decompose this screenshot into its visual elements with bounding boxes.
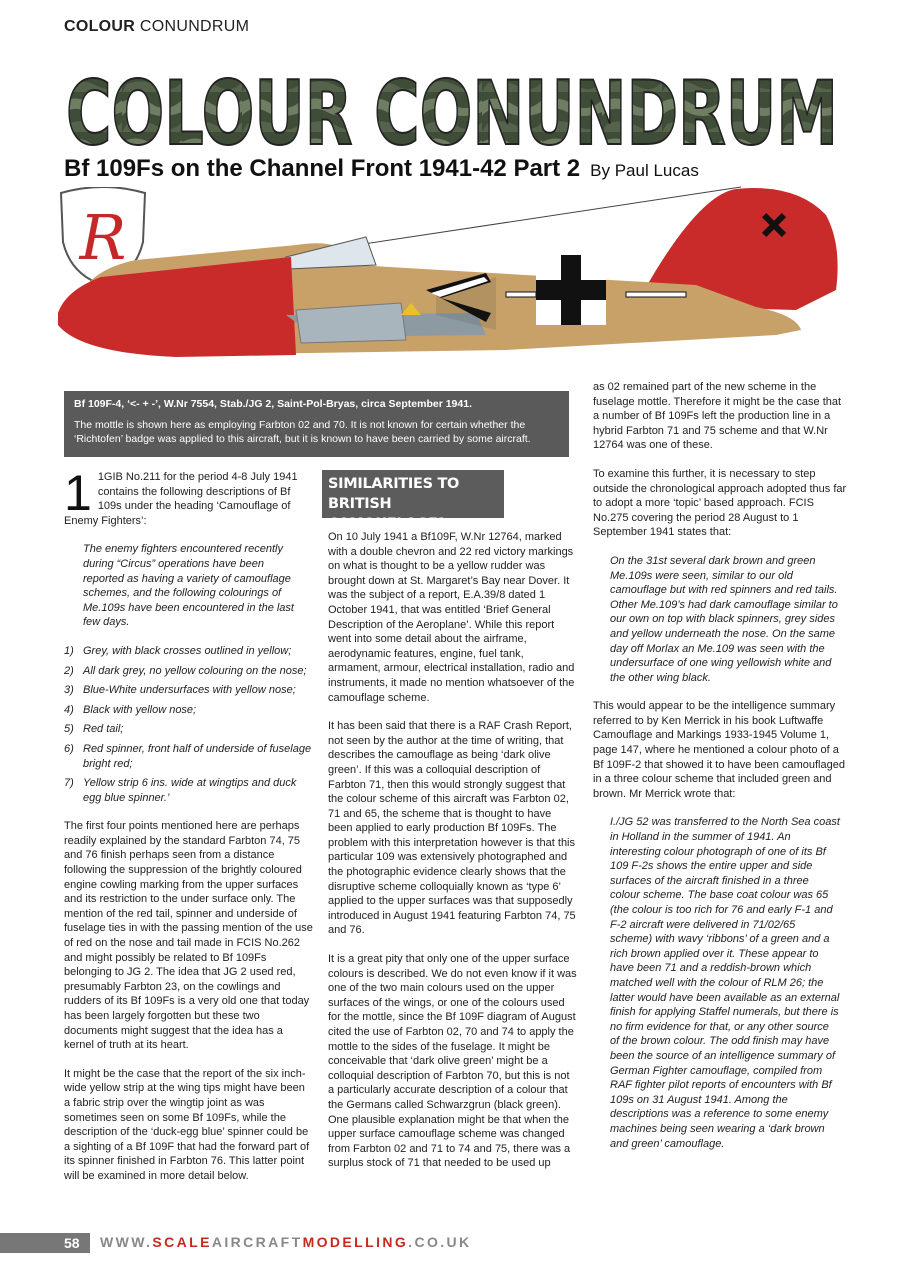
main-title: [62, 52, 842, 152]
block-quote: The enemy fighters encountered recently during “Circus” operations have been reported as having a variety of camouflage schemes, and the following colourings of Me.109s have been encountered in the last few days.: [83, 543, 294, 629]
list-item: 7) Yellow strip 6 ins. wide at wingtips and duck egg blue spinner.’: [64, 777, 297, 804]
section-heading: SIMILARITIES TO BRITISH CAMOUFLAGE?: [322, 470, 504, 518]
page-footer: [0, 1233, 905, 1253]
caption-title: Bf 109F-4, ‘<- + -’, W.Nr 7554, Stab./JG 2, Saint-Pol-Bryas, circa September 1941.: [74, 398, 472, 410]
website-url[interactable]: WWW.SCALEAIRCRAFTMODELLING.CO.UK: [100, 1234, 472, 1250]
caption-body: The mottle is shown here as employing Farbton 02 and 70. It is not known for certain whether the ‘Richtofen’ badge was applied to this aircraft, but it is known to have been carried by some aircraft.: [74, 419, 531, 445]
image-caption: [64, 391, 569, 457]
drop-cap: 1: [64, 465, 92, 521]
list-item: 1) Grey, with black crosses outlined in yellow;: [64, 644, 292, 657]
byline: By Paul Lucas: [590, 161, 699, 180]
list-item: 4) Black with yellow nose;: [64, 703, 197, 716]
list-item: 6) Red spinner, front half of underside of fuselage bright red;: [64, 742, 312, 770]
list-item: 5) Red tail;: [64, 723, 124, 736]
paragraph: 1 1GIB No.211 for the period 4-8 July 1941 contains the following descriptions of Bf 109s under the heading ‘Camouflage of Enemy Fighters’:: [64, 465, 298, 527]
block-quote: On the 31st several dark brown and green Me.109s were seen, similar to our old camouflage but with red spinners and red tails. Other Me.109’s had dark camouflage similar to our own on top with black spinners, grey sides and yellow underneath the nose. On the same day off Morlax an Me.109 was seen with the undersurface of one wing yellowish white and the other wing black.: [610, 554, 838, 684]
main-title-text: COLOUR CONUNDRUM: [66, 62, 838, 152]
subtitle: Bf 109Fs on the Channel Front 1941-42 Part 2 By Paul Lucas: [64, 155, 699, 182]
paragraph: To examine this further, it is necessary to step outside the chronological approach adopted thus far to adopt a more ‘topic’ based approach. FCIS No.275 covering the period 28 August to 1 September 1941 states that:: [593, 467, 847, 539]
column-2: [328, 530, 578, 1185]
page-number: 58: [64, 1235, 80, 1251]
block-quote: I./JG 52 was transferred to the North Sea coast in Holland in the summer of 1941. An interesting colour photograph of one of its Bf 109 F-2s shows the entire upper and side surfaces of the aircraft finished in a three colour scheme. The base coat colour was 65 (the colour is too rich for 76 and early F-1 and F-2 aircraft were delivered in 71/02/65 scheme) with wavy ‘ribbons’ of a green and a rich brown applied over it. These appear to have been 71 and a reddish-brown which matched well with the colour of RLM 26; the latter would have been available as an external finish for applying Staffel numerals, but there is no firm evidence for that, or any other source of the brown colour. The odd finish may have been the source of an intelligence summary of German Fighter camouflage, compiled from RAF fighter pilot reports of encounters with Bf 109s on 31 August 1941. Among the descriptions was a reference to some enemy machines being seen wearing a ‘dark brown and green’ camouflage.: [610, 816, 840, 1150]
paragraph: It might be the case that the report of the six inch-wide yellow strip at the wing tips might have been a fabric strip over the wingtip joint as was sometimes seen on some Bf 109Fs, while the description of the ‘duck-egg blue’ spinner could be a sighting of a Bf 109F that had the forward part of its spinner finished in Farbton 76. This latter point will be examined in more detail below.: [64, 1067, 310, 1182]
paragraph: The first four points mentioned here are perhaps readily explained by the standard Farbton 74, 75 and 76 finish perhaps seen from a distance following the suppression of the brightly coloured engine cowling marking from the upper surfaces and its restriction to the under surface only. The mention of the red tail, spinner and underside of fuselage ties in with the passing mention of the use of red on the nose and tail made in FCIS No.262 and might possibly be related to Bf 109Fs belonging to JG 2. The idea that JG 2 used red, presumably Farbton 23, on the cowlings and rudders of its Bf 109Fs is a very old one that today has been largely forgotten but these two documents might suggest that the idea has a kernel of truth at its heart.: [64, 820, 313, 1052]
running-header: COLOUR CONUNDRUM: [64, 18, 250, 35]
aircraft-profile-illustration: [56, 185, 846, 385]
paragraph: On 10 July 1941 a Bf109F, W.Nr 12764, marked with a double chevron and 22 red victory markings on what is thought to be a yellow rudder was brought down at St. Margaret’s Bay near Dover. It was the subject of a report, E.A.39/8 dated 1 October 1941, that was entitled ‘Brief General Description of the Aeroplane’. While this report went into some detail about the airframe, aerodynamic features, engine, fuel tank, armament, armour, electrical installation, radio and instruments, it made no mention whatsoever of the camouflage scheme.: [328, 531, 575, 704]
badge-letter: R: [79, 201, 127, 274]
column-1: [64, 465, 314, 1198]
list-item: 2) All dark grey, no yellow colouring on the nose;: [64, 664, 307, 677]
list-item: 3) Blue-White undersurfaces with yellow nose;: [64, 684, 296, 697]
paragraph: This would appear to be the intelligence summary referred to by Ken Merrick in his book Luftwaffe Camouflage and Markings 1933-1945 Volume 1, page 147, where he mentioned a colour photo of a Bf 109F-2 that showed it to have been camouflaged in a three colour scheme that included green and brown. Mr Merrick wrote that:: [593, 700, 845, 800]
paragraph: It is a great pity that only one of the upper surface colours is described. We do not even know if it was one of the two main colours used on the upper surfaces of the wings, or one of the colours used for the mottle, since the Bf 109F diagram of August cited the use of Farbton 02, 70 and 74 to apply the mottle to the sides of the fuselage. It might be conceivable that ‘dark olive green’ might be a colloquial description of Farbton 70, but this is not a particularly accurate description of a colour that the Germans called Schwarzgrun (black green). One plausible explanation might be that when the upper surface camouflage scheme was changed from Farbton 02 and 71 to 74 and 75, there was a surplus stock of 71 that needed to be used up: [328, 953, 577, 1170]
sightings-list: [64, 644, 314, 805]
paragraph: It has been said that there is a RAF Crash Report, not seen by the author at the time of writing, that describes the camouflage as being ‘dark olive green’. If this was a colloquial description of Farbton 71, then this would strongly suggest that the colour scheme of this aircraft was Farbton 02, 71 and 65, the scheme that is thought to have been applied to early production Bf 109Fs. The problem with this interpretation however is that this particular 109 was extensively photographed and the photographic evidence clearly shows that the disruptive scheme colloquially known as ‘type 6’ applied to the upper surfaces was that supposedly introduced in August 1941 featuring Farbton 74, 75 and 76.: [328, 720, 576, 937]
column-3: [593, 380, 848, 1165]
paragraph: as 02 remained part of the new scheme in the fuselage mottle. Therefore it might be the case that a number of Bf 109Fs left the production line in a hybrid Farbton 71 and 75 scheme and that W.Nr 12764 was one of these.: [593, 381, 842, 452]
